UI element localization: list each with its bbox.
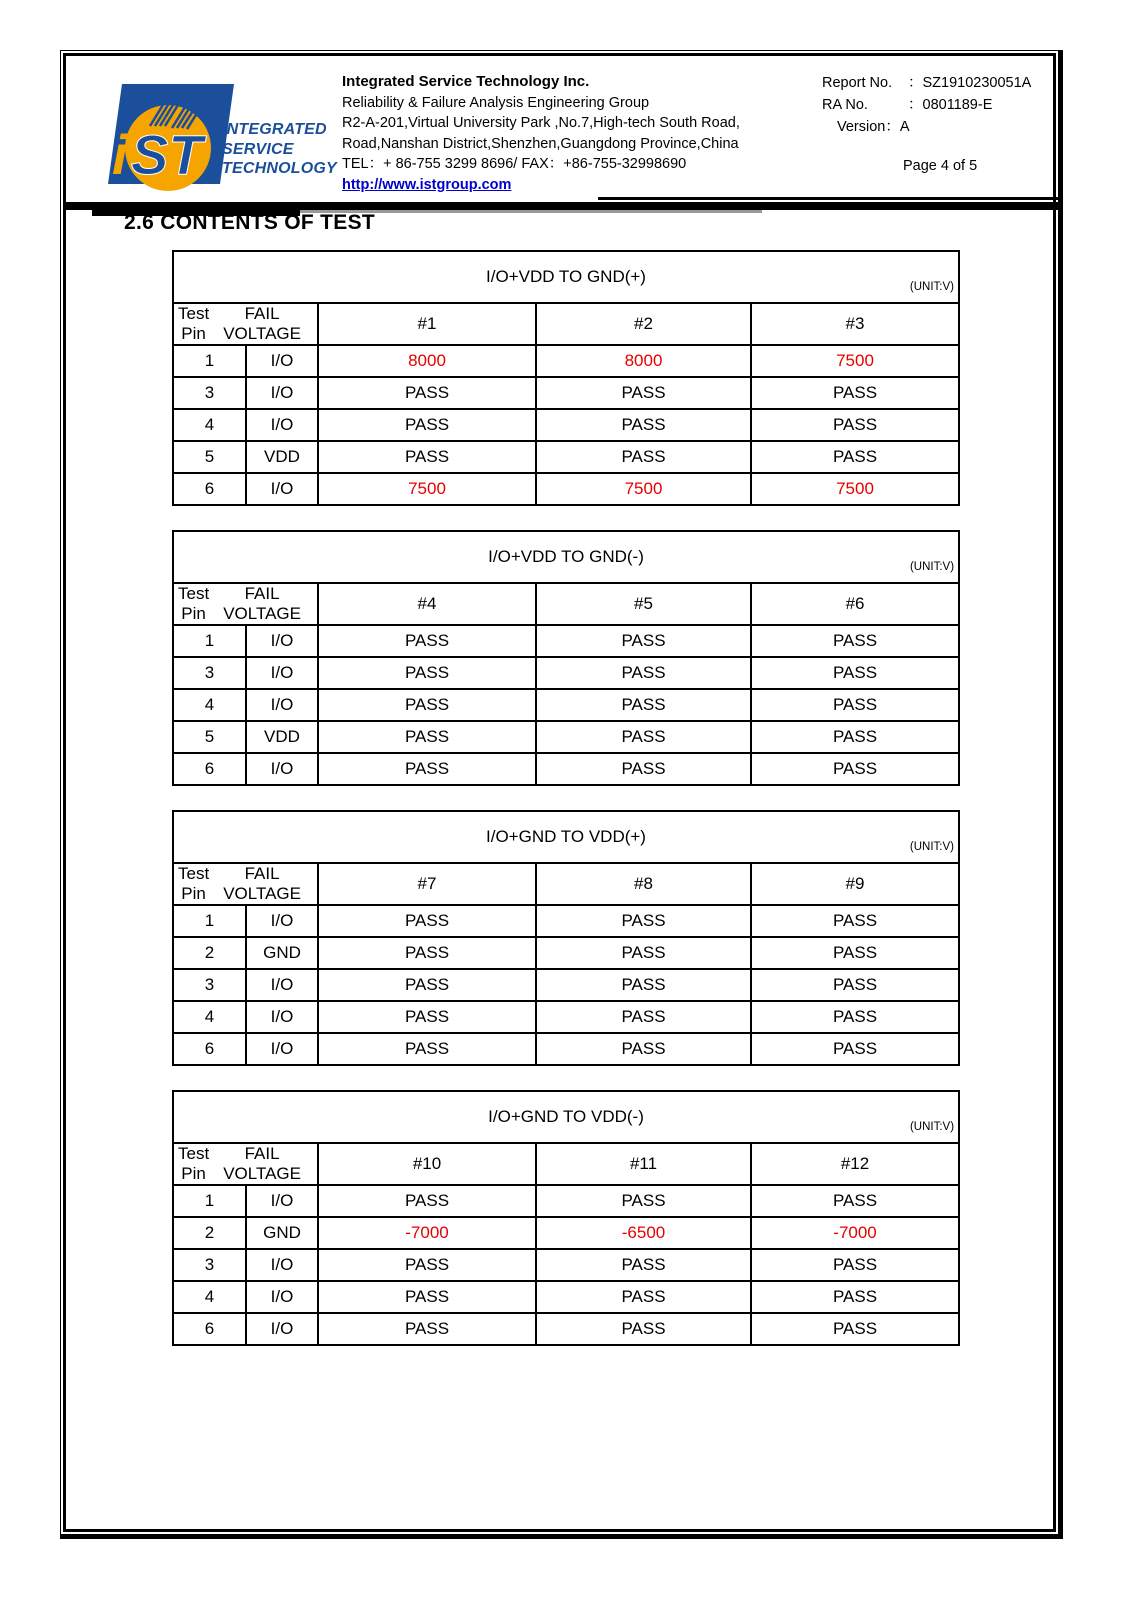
- header-line: VOLTAGE: [223, 884, 301, 903]
- net-cell: I/O: [246, 1185, 318, 1217]
- result-cell: PASS: [318, 657, 536, 689]
- header-label-group: [174, 584, 317, 624]
- test-pin-fail-voltage-header: [173, 583, 318, 625]
- table-row: [173, 937, 959, 969]
- sample-column-header: #7: [318, 863, 536, 905]
- sample-column-header: #12: [751, 1143, 959, 1185]
- result-cell: PASS: [751, 1281, 959, 1313]
- result-cell: -6500: [536, 1217, 751, 1249]
- version-value: A: [899, 119, 910, 135]
- result-cell: 8000: [536, 345, 751, 377]
- pin-cell: 4: [173, 1001, 246, 1033]
- table-title: I/O+VDD TO GND(+): [486, 267, 646, 286]
- result-cell: PASS: [536, 689, 751, 721]
- header-line: Pin: [181, 604, 206, 623]
- test-pin-fail-voltage-header: [173, 863, 318, 905]
- result-cell: PASS: [751, 721, 959, 753]
- result-cell: 8000: [318, 345, 536, 377]
- fail-voltage-label: [223, 1144, 301, 1184]
- sample-column-header: #8: [536, 863, 751, 905]
- result-cell: PASS: [536, 721, 751, 753]
- company-name: Integrated Service Technology Inc.: [342, 73, 590, 90]
- company-address-2: Road,Nanshan District,Shenzhen,Guangdong Province,China: [342, 135, 739, 152]
- table-row: [173, 409, 959, 441]
- net-cell: I/O: [246, 1249, 318, 1281]
- sample-column-header: #1: [318, 303, 536, 345]
- result-cell: PASS: [536, 1033, 751, 1065]
- unit-label: (UNIT:V): [909, 841, 955, 853]
- net-cell: I/O: [246, 1001, 318, 1033]
- result-cell: PASS: [751, 657, 959, 689]
- table-title-row: [173, 531, 959, 583]
- result-cell: PASS: [751, 1249, 959, 1281]
- result-cell: PASS: [318, 1185, 536, 1217]
- header-line: Test: [178, 1144, 210, 1163]
- test-table-1: [172, 250, 960, 506]
- result-cell: PASS: [318, 721, 536, 753]
- result-cell: PASS: [751, 969, 959, 1001]
- net-cell: I/O: [246, 345, 318, 377]
- result-cell: PASS: [751, 441, 959, 473]
- page-number: Page 4 of 5: [903, 158, 978, 174]
- result-cell: PASS: [318, 441, 536, 473]
- result-cell: PASS: [318, 937, 536, 969]
- table-row: [173, 1217, 959, 1249]
- table-title: I/O+GND TO VDD(-): [488, 1107, 644, 1126]
- net-cell: GND: [246, 937, 318, 969]
- sample-column-header: #2: [536, 303, 751, 345]
- pin-cell: 2: [173, 1217, 246, 1249]
- pin-cell: 6: [173, 1033, 246, 1065]
- table-header-row: [173, 583, 959, 625]
- result-cell: PASS: [751, 689, 959, 721]
- section-title: 2.6 CONTENTS OF TEST: [124, 211, 376, 234]
- website-link[interactable]: http://www.istgroup.com: [342, 176, 512, 193]
- fail-voltage-label: [223, 304, 301, 344]
- pin-cell: 3: [173, 969, 246, 1001]
- company-tel-fax: TEL：+ 86-755 3299 8696/ FAX：+86-755-32998690: [342, 156, 687, 172]
- result-cell: PASS: [318, 1001, 536, 1033]
- table-title: I/O+VDD TO GND(-): [488, 547, 644, 566]
- brand-line: TECHNOLOGY: [222, 160, 337, 177]
- result-cell: PASS: [751, 753, 959, 785]
- result-cell: PASS: [536, 753, 751, 785]
- colon: ：: [908, 75, 923, 91]
- net-cell: I/O: [246, 689, 318, 721]
- tables-container: [172, 250, 962, 1370]
- result-cell: 7500: [318, 473, 536, 505]
- result-cell: PASS: [318, 1313, 536, 1345]
- colon: ：: [908, 97, 923, 113]
- pin-cell: 1: [173, 345, 246, 377]
- pin-cell: 2: [173, 937, 246, 969]
- net-cell: VDD: [246, 721, 318, 753]
- pin-cell: 5: [173, 721, 246, 753]
- test-table-4: [172, 1090, 960, 1346]
- header-line: Test: [178, 584, 210, 603]
- table-row: [173, 689, 959, 721]
- table-row: [173, 625, 959, 657]
- header-label-group: [174, 1144, 317, 1184]
- result-cell: PASS: [751, 625, 959, 657]
- result-cell: PASS: [751, 1033, 959, 1065]
- net-cell: I/O: [246, 969, 318, 1001]
- pin-cell: 1: [173, 1185, 246, 1217]
- table-row: [173, 1185, 959, 1217]
- sample-column-header: #3: [751, 303, 959, 345]
- test-table-3: [172, 810, 960, 1066]
- test-pin-label: [178, 304, 209, 344]
- result-cell: PASS: [751, 1001, 959, 1033]
- header-label-group: [174, 304, 317, 344]
- sample-column-header: #10: [318, 1143, 536, 1185]
- pin-cell: 3: [173, 377, 246, 409]
- ra-no-line: [822, 94, 1031, 116]
- table-row: [173, 1001, 959, 1033]
- net-cell: I/O: [246, 657, 318, 689]
- result-cell: -7000: [318, 1217, 536, 1249]
- net-cell: I/O: [246, 409, 318, 441]
- result-cell: PASS: [536, 937, 751, 969]
- header-line: Pin: [181, 884, 206, 903]
- result-cell: PASS: [318, 969, 536, 1001]
- result-cell: PASS: [318, 1281, 536, 1313]
- result-cell: PASS: [536, 1249, 751, 1281]
- result-cell: PASS: [536, 969, 751, 1001]
- header-line: VOLTAGE: [223, 1164, 301, 1183]
- sample-column-header: #5: [536, 583, 751, 625]
- header-label-group: [174, 864, 317, 904]
- company-address-1: R2-A-201,Virtual University Park ,No.7,High-tech South Road,: [342, 115, 740, 131]
- test-table-2: [172, 530, 960, 786]
- result-cell: PASS: [536, 441, 751, 473]
- table-title: I/O+GND TO VDD(+): [486, 827, 646, 846]
- pin-cell: 4: [173, 1281, 246, 1313]
- result-cell: PASS: [318, 377, 536, 409]
- sample-column-header: #4: [318, 583, 536, 625]
- net-cell: GND: [246, 1217, 318, 1249]
- test-pin-fail-voltage-header: [173, 1143, 318, 1185]
- result-cell: PASS: [536, 409, 751, 441]
- ra-no-label: RA No.: [822, 97, 868, 113]
- fail-voltage-label: [223, 864, 301, 904]
- test-pin-label: [178, 584, 209, 624]
- unit-label: (UNIT:V): [909, 1121, 955, 1133]
- logo-letter-i: i: [112, 123, 128, 186]
- company-group: Reliability & Failure Analysis Engineering Group: [342, 94, 650, 111]
- report-info: [822, 72, 1031, 177]
- table-row: [173, 657, 959, 689]
- test-pin-label: [178, 864, 209, 904]
- table-row: [173, 1281, 959, 1313]
- pin-cell: 6: [173, 473, 246, 505]
- table-row: [173, 753, 959, 785]
- net-cell: VDD: [246, 441, 318, 473]
- result-cell: PASS: [318, 689, 536, 721]
- header-line: Pin: [181, 324, 206, 343]
- net-cell: I/O: [246, 1313, 318, 1345]
- result-cell: PASS: [751, 409, 959, 441]
- pin-cell: 6: [173, 753, 246, 785]
- result-cell: PASS: [751, 377, 959, 409]
- header-line: FAIL: [244, 1144, 280, 1163]
- table-row: [173, 905, 959, 937]
- net-cell: I/O: [246, 625, 318, 657]
- result-cell: PASS: [318, 1249, 536, 1281]
- colon: ：: [885, 119, 900, 135]
- table-title-cell: [173, 1091, 959, 1143]
- result-cell: PASS: [536, 1281, 751, 1313]
- brand-text: [222, 120, 337, 179]
- net-cell: I/O: [246, 905, 318, 937]
- result-cell: 7500: [536, 473, 751, 505]
- header-line: Test: [178, 304, 210, 323]
- header-line: Pin: [181, 1164, 206, 1183]
- result-cell: PASS: [536, 1185, 751, 1217]
- fail-voltage-label: [223, 584, 301, 624]
- result-cell: PASS: [536, 1313, 751, 1345]
- unit-label: (UNIT:V): [909, 281, 955, 293]
- table-title-cell: [173, 251, 959, 303]
- table-row: [173, 1249, 959, 1281]
- header-line: VOLTAGE: [223, 324, 301, 343]
- pin-cell: 6: [173, 1313, 246, 1345]
- net-cell: I/O: [246, 1281, 318, 1313]
- table-row: [173, 721, 959, 753]
- report-no-value: SZ1910230051A: [922, 75, 1032, 91]
- version-label: Version: [837, 119, 886, 135]
- table-title-row: [173, 811, 959, 863]
- report-no-label: Report No.: [822, 75, 893, 91]
- net-cell: I/O: [246, 377, 318, 409]
- report-no-line: [822, 72, 1031, 94]
- pin-cell: 3: [173, 657, 246, 689]
- result-cell: PASS: [536, 377, 751, 409]
- test-pin-fail-voltage-header: [173, 303, 318, 345]
- logo-letters-st: ST: [131, 123, 203, 186]
- table-title-row: [173, 251, 959, 303]
- test-pin-label: [178, 1144, 209, 1184]
- net-cell: I/O: [246, 473, 318, 505]
- table-row: [173, 969, 959, 1001]
- table-row: [173, 473, 959, 505]
- result-cell: PASS: [318, 905, 536, 937]
- brand-line: SERVICE: [222, 140, 294, 158]
- result-cell: PASS: [536, 1001, 751, 1033]
- result-cell: PASS: [318, 1033, 536, 1065]
- result-cell: PASS: [536, 625, 751, 657]
- result-cell: -7000: [751, 1217, 959, 1249]
- result-cell: PASS: [318, 625, 536, 657]
- table-title-cell: [173, 531, 959, 583]
- sample-column-header: #6: [751, 583, 959, 625]
- result-cell: PASS: [751, 1185, 959, 1217]
- table-row: [173, 441, 959, 473]
- table-title-row: [173, 1091, 959, 1143]
- divider-thin-line: [598, 197, 1058, 200]
- sample-column-header: #9: [751, 863, 959, 905]
- company-info: [342, 72, 740, 195]
- pin-cell: 1: [173, 625, 246, 657]
- result-cell: PASS: [751, 1313, 959, 1345]
- net-cell: I/O: [246, 1033, 318, 1065]
- pin-cell: 4: [173, 689, 246, 721]
- result-cell: 7500: [751, 345, 959, 377]
- net-cell: I/O: [246, 753, 318, 785]
- pin-cell: 4: [173, 409, 246, 441]
- divider-main-bar: [65, 202, 1058, 210]
- result-cell: PASS: [536, 657, 751, 689]
- pin-cell: 1: [173, 905, 246, 937]
- table-row: [173, 1033, 959, 1065]
- table-header-row: [173, 1143, 959, 1185]
- unit-label: (UNIT:V): [909, 561, 955, 573]
- header-line: FAIL: [244, 584, 280, 603]
- table-row: [173, 345, 959, 377]
- sample-column-header: #11: [536, 1143, 751, 1185]
- header-line: FAIL: [244, 304, 280, 323]
- result-cell: PASS: [318, 409, 536, 441]
- pin-cell: 5: [173, 441, 246, 473]
- header-line: Test: [178, 864, 210, 883]
- brand-line: INTEGRATED: [222, 121, 327, 138]
- version-line: [822, 116, 1031, 138]
- header-line: FAIL: [244, 864, 280, 883]
- company-website: [342, 175, 740, 196]
- table-title-cell: [173, 811, 959, 863]
- result-cell: PASS: [751, 905, 959, 937]
- table-row: [173, 1313, 959, 1345]
- result-cell: 7500: [751, 473, 959, 505]
- result-cell: PASS: [536, 905, 751, 937]
- ra-no-value: 0801189-E: [922, 97, 993, 113]
- pin-cell: 3: [173, 1249, 246, 1281]
- result-cell: PASS: [751, 937, 959, 969]
- result-cell: PASS: [318, 753, 536, 785]
- table-row: [173, 377, 959, 409]
- table-header-row: [173, 863, 959, 905]
- table-header-row: [173, 303, 959, 345]
- header-line: VOLTAGE: [223, 604, 301, 623]
